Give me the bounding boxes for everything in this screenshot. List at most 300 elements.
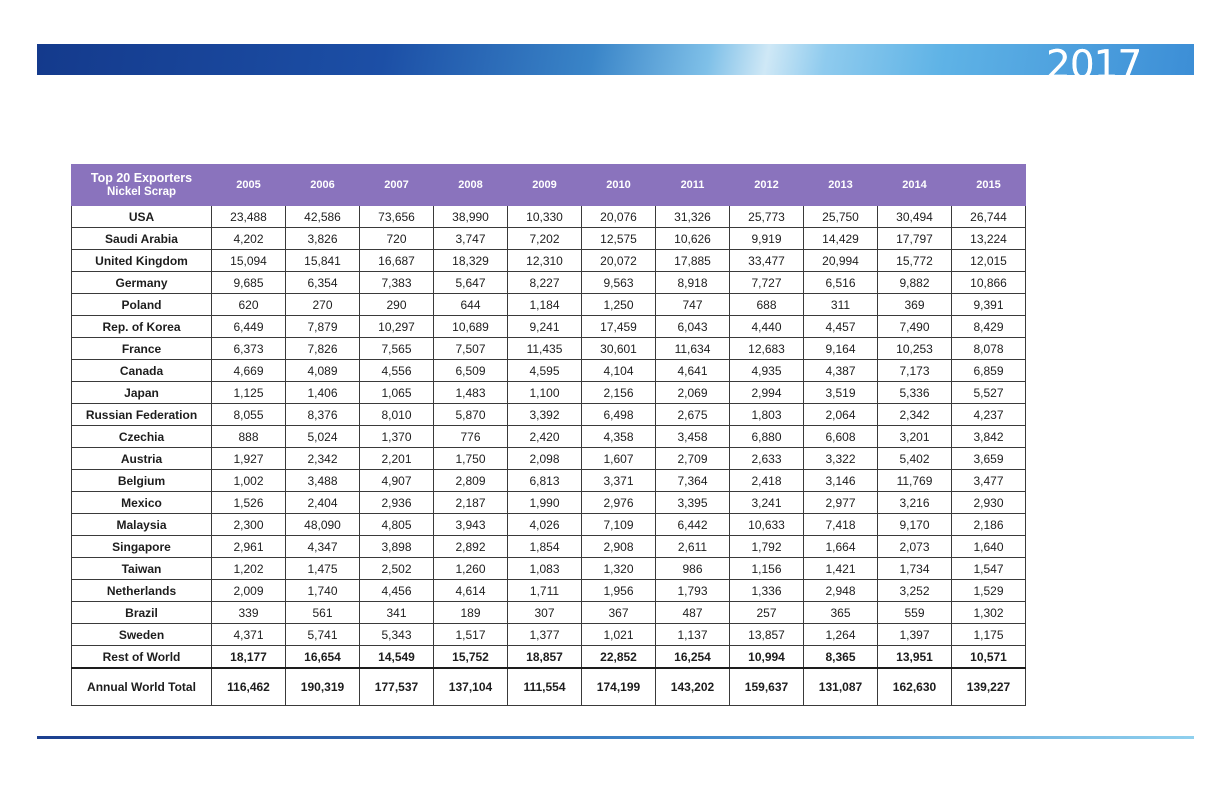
value-cell: 3,842 [952, 426, 1026, 448]
value-cell: 9,170 [878, 514, 952, 536]
year-header: 2006 [286, 165, 360, 206]
value-cell: 1,065 [360, 382, 434, 404]
value-cell: 4,805 [360, 514, 434, 536]
value-cell: 720 [360, 228, 434, 250]
country-cell: Netherlands [72, 580, 212, 602]
year-header: 2015 [952, 165, 1026, 206]
value-cell: 4,556 [360, 360, 434, 382]
value-cell: 4,614 [434, 580, 508, 602]
value-cell: 365 [804, 602, 878, 624]
year-header: 2011 [656, 165, 730, 206]
value-cell: 20,076 [582, 206, 656, 228]
value-cell: 4,089 [286, 360, 360, 382]
value-cell: 2,201 [360, 448, 434, 470]
value-cell: 18,857 [508, 646, 582, 669]
country-cell: Rest of World [72, 646, 212, 669]
value-cell: 7,826 [286, 338, 360, 360]
table-row [72, 294, 1026, 316]
country-cell: Japan [72, 382, 212, 404]
value-cell: 4,358 [582, 426, 656, 448]
value-cell: 11,634 [656, 338, 730, 360]
table-row [72, 580, 1026, 602]
value-cell: 15,841 [286, 250, 360, 272]
value-cell: 1,302 [952, 602, 1026, 624]
value-cell: 2,675 [656, 404, 730, 426]
value-cell: 5,343 [360, 624, 434, 646]
value-cell: 5,647 [434, 272, 508, 294]
value-cell: 1,547 [952, 558, 1026, 580]
value-cell: 174,199 [582, 668, 656, 706]
value-cell: 1,137 [656, 624, 730, 646]
value-cell: 1,397 [878, 624, 952, 646]
value-cell: 2,098 [508, 448, 582, 470]
value-cell: 1,156 [730, 558, 804, 580]
value-cell: 3,943 [434, 514, 508, 536]
value-cell: 4,026 [508, 514, 582, 536]
value-cell: 2,936 [360, 492, 434, 514]
value-cell: 2,187 [434, 492, 508, 514]
value-cell: 1,320 [582, 558, 656, 580]
value-cell: 1,370 [360, 426, 434, 448]
value-cell: 2,611 [656, 536, 730, 558]
country-cell: Czechia [72, 426, 212, 448]
value-cell: 1,100 [508, 382, 582, 404]
value-cell: 9,882 [878, 272, 952, 294]
value-cell: 12,310 [508, 250, 582, 272]
value-cell: 986 [656, 558, 730, 580]
value-cell: 3,241 [730, 492, 804, 514]
value-cell: 6,449 [212, 316, 286, 338]
value-cell: 42,586 [286, 206, 360, 228]
annual-total-row [72, 668, 1026, 706]
value-cell: 1,083 [508, 558, 582, 580]
value-cell: 1,260 [434, 558, 508, 580]
value-cell: 1,526 [212, 492, 286, 514]
value-cell: 3,747 [434, 228, 508, 250]
table-row [72, 624, 1026, 646]
table-row [72, 492, 1026, 514]
value-cell: 11,435 [508, 338, 582, 360]
value-cell: 2,892 [434, 536, 508, 558]
value-cell: 13,224 [952, 228, 1026, 250]
value-cell: 888 [212, 426, 286, 448]
value-cell: 9,164 [804, 338, 878, 360]
top-banner [37, 44, 1194, 75]
value-cell: 14,429 [804, 228, 878, 250]
country-cell: France [72, 338, 212, 360]
exporters-table-wrap [71, 164, 1026, 706]
value-cell: 341 [360, 602, 434, 624]
value-cell: 6,608 [804, 426, 878, 448]
value-cell: 2,961 [212, 536, 286, 558]
value-cell: 1,021 [582, 624, 656, 646]
country-cell: United Kingdom [72, 250, 212, 272]
value-cell: 30,601 [582, 338, 656, 360]
value-cell: 1,336 [730, 580, 804, 602]
value-cell: 20,994 [804, 250, 878, 272]
value-cell: 7,418 [804, 514, 878, 536]
value-cell: 3,146 [804, 470, 878, 492]
value-cell: 7,565 [360, 338, 434, 360]
value-cell: 688 [730, 294, 804, 316]
country-cell: Canada [72, 360, 212, 382]
value-cell: 2,420 [508, 426, 582, 448]
value-cell: 7,490 [878, 316, 952, 338]
value-cell: 2,976 [582, 492, 656, 514]
table-row [72, 602, 1026, 624]
table-row [72, 360, 1026, 382]
value-cell: 2,809 [434, 470, 508, 492]
value-cell: 3,371 [582, 470, 656, 492]
value-cell: 10,297 [360, 316, 434, 338]
table-row [72, 382, 1026, 404]
value-cell: 270 [286, 294, 360, 316]
value-cell: 8,010 [360, 404, 434, 426]
value-cell: 3,519 [804, 382, 878, 404]
value-cell: 1,750 [434, 448, 508, 470]
value-cell: 5,024 [286, 426, 360, 448]
value-cell: 10,689 [434, 316, 508, 338]
value-cell: 10,633 [730, 514, 804, 536]
value-cell: 561 [286, 602, 360, 624]
value-cell: 7,109 [582, 514, 656, 536]
table-body [72, 206, 1026, 706]
value-cell: 2,977 [804, 492, 878, 514]
value-cell: 11,769 [878, 470, 952, 492]
value-cell: 6,509 [434, 360, 508, 382]
value-cell: 1,475 [286, 558, 360, 580]
country-cell: Mexico [72, 492, 212, 514]
value-cell: 2,633 [730, 448, 804, 470]
value-cell: 1,711 [508, 580, 582, 602]
value-cell: 1,529 [952, 580, 1026, 602]
table-row [72, 272, 1026, 294]
table-row [72, 514, 1026, 536]
value-cell: 10,571 [952, 646, 1026, 669]
value-cell: 1,740 [286, 580, 360, 602]
value-cell: 16,687 [360, 250, 434, 272]
country-cell: Sweden [72, 624, 212, 646]
value-cell: 1,927 [212, 448, 286, 470]
value-cell: 487 [656, 602, 730, 624]
value-cell: 1,264 [804, 624, 878, 646]
value-cell: 22,852 [582, 646, 656, 669]
value-cell: 12,683 [730, 338, 804, 360]
value-cell: 4,457 [804, 316, 878, 338]
value-cell: 4,347 [286, 536, 360, 558]
value-cell: 3,898 [360, 536, 434, 558]
table-row [72, 250, 1026, 272]
value-cell: 7,364 [656, 470, 730, 492]
table-title: Top 20 Exporters [90, 171, 193, 185]
value-cell: 6,813 [508, 470, 582, 492]
value-cell: 2,069 [656, 382, 730, 404]
table-row [72, 426, 1026, 448]
value-cell: 2,948 [804, 580, 878, 602]
value-cell: 5,402 [878, 448, 952, 470]
year-label: 2017 [1046, 43, 1142, 88]
value-cell: 7,727 [730, 272, 804, 294]
value-cell: 25,750 [804, 206, 878, 228]
value-cell: 620 [212, 294, 286, 316]
value-cell: 8,227 [508, 272, 582, 294]
year-header: 2012 [730, 165, 804, 206]
value-cell: 4,440 [730, 316, 804, 338]
table-row [72, 470, 1026, 492]
value-cell: 30,494 [878, 206, 952, 228]
value-cell: 4,907 [360, 470, 434, 492]
value-cell: 257 [730, 602, 804, 624]
table-row [72, 206, 1026, 228]
value-cell: 2,502 [360, 558, 434, 580]
value-cell: 2,064 [804, 404, 878, 426]
value-cell: 33,477 [730, 250, 804, 272]
value-cell: 2,342 [286, 448, 360, 470]
value-cell: 1,002 [212, 470, 286, 492]
value-cell: 15,094 [212, 250, 286, 272]
value-cell: 12,575 [582, 228, 656, 250]
country-cell: USA [72, 206, 212, 228]
value-cell: 7,173 [878, 360, 952, 382]
value-cell: 6,043 [656, 316, 730, 338]
value-cell: 4,104 [582, 360, 656, 382]
bottom-rule [37, 736, 1194, 739]
value-cell: 13,857 [730, 624, 804, 646]
value-cell: 4,669 [212, 360, 286, 382]
value-cell: 2,300 [212, 514, 286, 536]
value-cell: 1,640 [952, 536, 1026, 558]
country-cell: Germany [72, 272, 212, 294]
value-cell: 1,421 [804, 558, 878, 580]
country-cell: Singapore [72, 536, 212, 558]
value-cell: 1,406 [286, 382, 360, 404]
table-row [72, 338, 1026, 360]
value-cell: 2,342 [878, 404, 952, 426]
value-cell: 2,073 [878, 536, 952, 558]
value-cell: 1,202 [212, 558, 286, 580]
value-cell: 3,395 [656, 492, 730, 514]
value-cell: 8,365 [804, 646, 878, 669]
value-cell: 3,201 [878, 426, 952, 448]
value-cell: 10,994 [730, 646, 804, 669]
value-cell: 2,404 [286, 492, 360, 514]
value-cell: 10,626 [656, 228, 730, 250]
value-cell: 17,459 [582, 316, 656, 338]
value-cell: 4,202 [212, 228, 286, 250]
exporters-table [71, 164, 1026, 706]
value-cell: 2,418 [730, 470, 804, 492]
table-title-cell [72, 165, 212, 206]
value-cell: 644 [434, 294, 508, 316]
value-cell: 1,803 [730, 404, 804, 426]
value-cell: 16,254 [656, 646, 730, 669]
value-cell: 1,517 [434, 624, 508, 646]
value-cell: 5,336 [878, 382, 952, 404]
value-cell: 1,956 [582, 580, 656, 602]
value-cell: 3,458 [656, 426, 730, 448]
value-cell: 6,880 [730, 426, 804, 448]
value-cell: 20,072 [582, 250, 656, 272]
table-row [72, 448, 1026, 470]
value-cell: 159,637 [730, 668, 804, 706]
value-cell: 9,241 [508, 316, 582, 338]
value-cell: 776 [434, 426, 508, 448]
value-cell: 131,087 [804, 668, 878, 706]
value-cell: 8,918 [656, 272, 730, 294]
year-header: 2009 [508, 165, 582, 206]
value-cell: 9,563 [582, 272, 656, 294]
value-cell: 9,685 [212, 272, 286, 294]
value-cell: 1,854 [508, 536, 582, 558]
country-cell: Brazil [72, 602, 212, 624]
year-header: 2014 [878, 165, 952, 206]
value-cell: 3,488 [286, 470, 360, 492]
value-cell: 290 [360, 294, 434, 316]
value-cell: 4,641 [656, 360, 730, 382]
value-cell: 2,930 [952, 492, 1026, 514]
value-cell: 2,709 [656, 448, 730, 470]
value-cell: 2,186 [952, 514, 1026, 536]
year-header: 2007 [360, 165, 434, 206]
value-cell: 6,498 [582, 404, 656, 426]
value-cell: 2,156 [582, 382, 656, 404]
value-cell: 9,391 [952, 294, 1026, 316]
value-cell: 2,994 [730, 382, 804, 404]
rest-of-world-row [72, 646, 1026, 669]
value-cell: 16,654 [286, 646, 360, 669]
value-cell: 8,078 [952, 338, 1026, 360]
value-cell: 4,456 [360, 580, 434, 602]
value-cell: 559 [878, 602, 952, 624]
value-cell: 116,462 [212, 668, 286, 706]
country-cell: Austria [72, 448, 212, 470]
value-cell: 1,990 [508, 492, 582, 514]
value-cell: 1,792 [730, 536, 804, 558]
value-cell: 1,184 [508, 294, 582, 316]
value-cell: 23,488 [212, 206, 286, 228]
value-cell: 17,797 [878, 228, 952, 250]
value-cell: 1,250 [582, 294, 656, 316]
country-cell: Taiwan [72, 558, 212, 580]
value-cell: 38,990 [434, 206, 508, 228]
value-cell: 5,870 [434, 404, 508, 426]
value-cell: 189 [434, 602, 508, 624]
value-cell: 9,919 [730, 228, 804, 250]
value-cell: 143,202 [656, 668, 730, 706]
country-cell: Saudi Arabia [72, 228, 212, 250]
value-cell: 4,371 [212, 624, 286, 646]
value-cell: 14,549 [360, 646, 434, 669]
value-cell: 3,826 [286, 228, 360, 250]
table-row [72, 228, 1026, 250]
year-header: 2013 [804, 165, 878, 206]
value-cell: 1,483 [434, 382, 508, 404]
value-cell: 10,330 [508, 206, 582, 228]
value-cell: 190,319 [286, 668, 360, 706]
value-cell: 1,793 [656, 580, 730, 602]
value-cell: 3,659 [952, 448, 1026, 470]
value-cell: 17,885 [656, 250, 730, 272]
country-cell: Annual World Total [72, 668, 212, 706]
year-header: 2008 [434, 165, 508, 206]
table-row [72, 558, 1026, 580]
value-cell: 747 [656, 294, 730, 316]
table-subtitle: Nickel Scrap [106, 186, 177, 198]
year-header: 2010 [582, 165, 656, 206]
country-cell: Russian Federation [72, 404, 212, 426]
value-cell: 4,387 [804, 360, 878, 382]
value-cell: 4,237 [952, 404, 1026, 426]
value-cell: 13,951 [878, 646, 952, 669]
country-cell: Malaysia [72, 514, 212, 536]
value-cell: 8,055 [212, 404, 286, 426]
value-cell: 1,125 [212, 382, 286, 404]
value-cell: 6,354 [286, 272, 360, 294]
value-cell: 7,383 [360, 272, 434, 294]
value-cell: 10,253 [878, 338, 952, 360]
value-cell: 48,090 [286, 514, 360, 536]
year-header: 2005 [212, 165, 286, 206]
value-cell: 6,373 [212, 338, 286, 360]
value-cell: 12,015 [952, 250, 1026, 272]
value-cell: 1,664 [804, 536, 878, 558]
value-cell: 8,376 [286, 404, 360, 426]
value-cell: 369 [878, 294, 952, 316]
value-cell: 5,741 [286, 624, 360, 646]
value-cell: 111,554 [508, 668, 582, 706]
value-cell: 162,630 [878, 668, 952, 706]
value-cell: 26,744 [952, 206, 1026, 228]
value-cell: 6,442 [656, 514, 730, 536]
value-cell: 73,656 [360, 206, 434, 228]
value-cell: 311 [804, 294, 878, 316]
country-cell: Poland [72, 294, 212, 316]
value-cell: 7,879 [286, 316, 360, 338]
value-cell: 31,326 [656, 206, 730, 228]
value-cell: 6,859 [952, 360, 1026, 382]
value-cell: 8,429 [952, 316, 1026, 338]
value-cell: 18,329 [434, 250, 508, 272]
value-cell: 7,507 [434, 338, 508, 360]
value-cell: 7,202 [508, 228, 582, 250]
value-cell: 1,377 [508, 624, 582, 646]
value-cell: 307 [508, 602, 582, 624]
value-cell: 1,734 [878, 558, 952, 580]
value-cell: 3,392 [508, 404, 582, 426]
value-cell: 4,595 [508, 360, 582, 382]
value-cell: 2,009 [212, 580, 286, 602]
value-cell: 3,252 [878, 580, 952, 602]
value-cell: 18,177 [212, 646, 286, 669]
value-cell: 137,104 [434, 668, 508, 706]
value-cell: 15,752 [434, 646, 508, 669]
table-row [72, 404, 1026, 426]
value-cell: 3,216 [878, 492, 952, 514]
value-cell: 367 [582, 602, 656, 624]
value-cell: 177,537 [360, 668, 434, 706]
value-cell: 2,908 [582, 536, 656, 558]
value-cell: 1,175 [952, 624, 1026, 646]
value-cell: 25,773 [730, 206, 804, 228]
value-cell: 5,527 [952, 382, 1026, 404]
value-cell: 10,866 [952, 272, 1026, 294]
table-header-row [72, 165, 1026, 206]
value-cell: 1,607 [582, 448, 656, 470]
country-cell: Belgium [72, 470, 212, 492]
value-cell: 3,322 [804, 448, 878, 470]
table-row [72, 316, 1026, 338]
value-cell: 4,935 [730, 360, 804, 382]
